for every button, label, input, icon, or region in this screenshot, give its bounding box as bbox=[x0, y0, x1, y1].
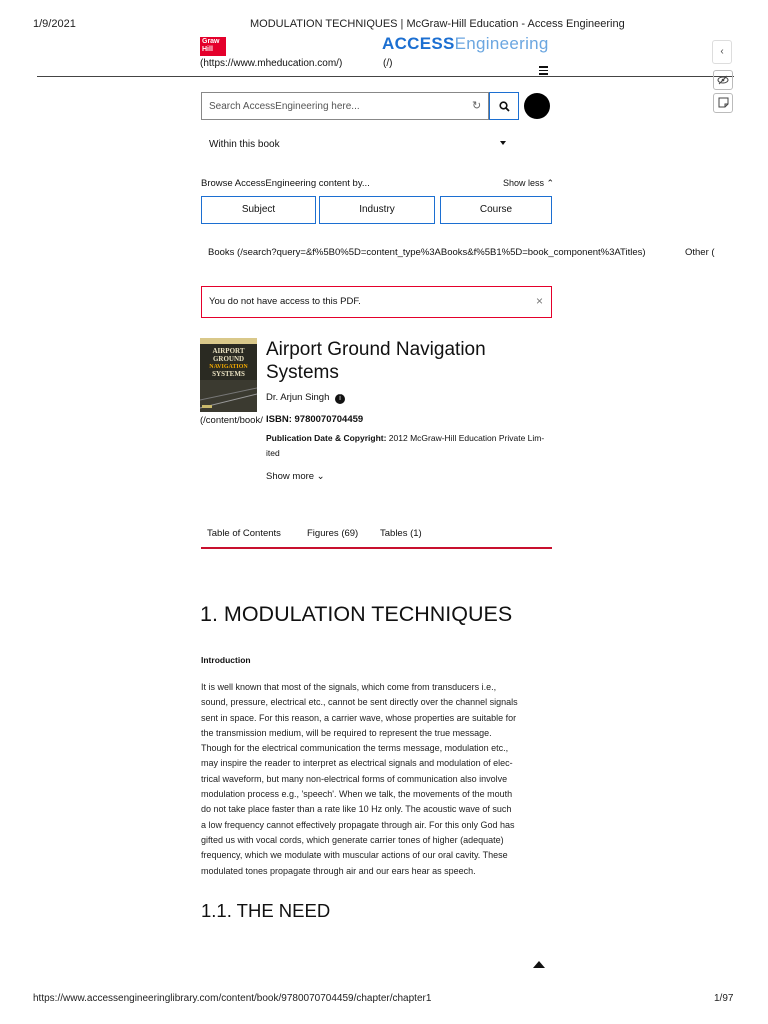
intro-heading: Introduction bbox=[201, 655, 251, 665]
triangle-up-icon[interactable] bbox=[533, 961, 545, 968]
book-publication bbox=[266, 431, 552, 461]
search-icon bbox=[499, 101, 510, 112]
facet-books-link[interactable]: Books (/search?query=&f%5B0%5D=content_type%3ABooks&f%5B1%5D=book_component%3ATitles) bbox=[208, 247, 646, 258]
pub-value: 2012 McGraw-Hill Education Private Lim- bbox=[388, 433, 545, 443]
paragraph-line: modulation process e.g., 'speech'. When we talk, the movements of the mouth bbox=[201, 789, 513, 800]
book-title-line-2: Systems bbox=[266, 362, 339, 383]
show-less-toggle[interactable]: Show less ⌃ bbox=[503, 178, 555, 188]
hamburger-icon[interactable] bbox=[539, 66, 548, 75]
browse-industry-button[interactable]: Industry bbox=[319, 196, 435, 224]
print-footer-page: 1/97 bbox=[714, 993, 734, 1004]
paragraph-line: may inspire the reader to interpret as electrical signals and modulation of elec- bbox=[201, 758, 513, 769]
book-isbn: ISBN: 9780070704459 bbox=[266, 414, 364, 425]
chapter-title: 1. MODULATION TECHNIQUES bbox=[200, 602, 513, 626]
paragraph-line: sent in space. For this reason, a carrier wave, whose properties are suitable for bbox=[201, 712, 517, 723]
paragraph-line: do not take place faster than a rate like 10 Hz only. The acoustic wave of such bbox=[201, 804, 512, 815]
browse-course-button[interactable]: Course bbox=[440, 196, 552, 224]
chevron-down-icon[interactable] bbox=[500, 141, 506, 145]
browse-label: Browse AccessEngineering content by... bbox=[201, 178, 370, 189]
avatar[interactable] bbox=[524, 93, 550, 119]
book-author[interactable] bbox=[266, 392, 345, 404]
book-title-line-1: Airport Ground Navigation bbox=[266, 339, 486, 360]
paragraph-line: a low frequency cannot effectively propagate through air. For this only God has bbox=[201, 819, 515, 830]
cover-line-1: AIRPORT bbox=[212, 347, 245, 355]
facet-other-link[interactable]: Other ( bbox=[685, 247, 715, 258]
info-icon[interactable]: i bbox=[335, 394, 345, 404]
cover-link-text[interactable]: (/content/book/ bbox=[200, 415, 263, 426]
search-button[interactable] bbox=[489, 92, 519, 120]
paragraph-line: sound, pressure, electrical etc., cannot be sent directly over the channel signals bbox=[201, 697, 518, 708]
tab-table-of-contents[interactable]: Table of Contents bbox=[207, 528, 281, 539]
note-icon[interactable] bbox=[713, 93, 733, 113]
print-title: MODULATION TECHNIQUES | McGraw-Hill Education - Access Engineering bbox=[250, 18, 625, 30]
refresh-icon[interactable]: ↻ bbox=[472, 100, 482, 112]
tab-figures[interactable]: Figures (69) bbox=[307, 528, 359, 539]
mcgraw-hill-logo[interactable]: Graw Hill bbox=[200, 37, 226, 56]
cover-line-2: GROUND bbox=[212, 355, 245, 363]
eye-off-icon[interactable] bbox=[713, 70, 733, 90]
search-input[interactable] bbox=[201, 92, 489, 120]
show-more-toggle[interactable]: Show more ⌄ bbox=[266, 471, 325, 482]
chevron-left-icon[interactable]: ‹ bbox=[712, 40, 732, 64]
access-engineering-logo[interactable] bbox=[382, 34, 549, 54]
search-placeholder: Search AccessEngineering here... bbox=[209, 101, 360, 112]
alert-message: You do not have access to this PDF. bbox=[209, 296, 361, 307]
book-cover[interactable] bbox=[200, 338, 257, 412]
logo-ae-light: Engineering bbox=[454, 34, 549, 53]
book-title bbox=[266, 338, 486, 384]
tab-tables[interactable]: Tables (1) bbox=[380, 528, 422, 539]
paragraph-line: gifted us with vocal cords, which generate carrier tones of higher (adequate) bbox=[201, 834, 504, 845]
print-date: 1/9/2021 bbox=[33, 18, 76, 30]
cover-line-3: NAVIGATION bbox=[209, 364, 248, 370]
paragraph-line: trical waveform, but many non-electrical forms of communication also involve bbox=[201, 773, 508, 784]
author-name[interactable]: Dr. Arjun Singh bbox=[266, 392, 330, 403]
section-title: 1.1. THE NEED bbox=[201, 900, 331, 921]
paragraph-line: frequency, which we modulate with muscular actions of our oral cavity. These bbox=[201, 850, 508, 861]
logo-ae-strong: ACCESS bbox=[382, 34, 455, 53]
paragraph-line: Though for the electrical communication the terms message, modulation etc., bbox=[201, 743, 509, 754]
runway-image bbox=[200, 380, 257, 412]
pub-label: Publication Date & Copyright: bbox=[266, 433, 387, 443]
access-alert bbox=[201, 286, 552, 318]
paragraph-line: It is well known that most of the signals, which come from transducers i.e., bbox=[201, 682, 497, 692]
tabs-underline bbox=[201, 547, 552, 549]
header-divider bbox=[37, 76, 734, 77]
paragraph-line: the transmission medium, will be required to represent the true message. bbox=[201, 727, 492, 738]
ae-link-text[interactable]: (/) bbox=[383, 58, 393, 69]
print-footer-url: https://www.accessengineeringlibrary.com/content/book/9780070704459/chapter/chapter1 bbox=[33, 993, 432, 1004]
paragraph-line: modulated tones propagate through air and our ears hear as speech. bbox=[201, 865, 476, 876]
intro-paragraph bbox=[201, 680, 553, 879]
browse-subject-button[interactable]: Subject bbox=[201, 196, 316, 224]
pub-value-2: ited bbox=[266, 448, 280, 458]
cover-line-4: SYSTEMS bbox=[212, 370, 245, 378]
search-scope-select[interactable]: Within this book bbox=[209, 139, 280, 150]
close-icon[interactable]: × bbox=[536, 294, 544, 308]
mh-link-text[interactable]: (https://www.mheducation.com/) bbox=[200, 58, 343, 69]
